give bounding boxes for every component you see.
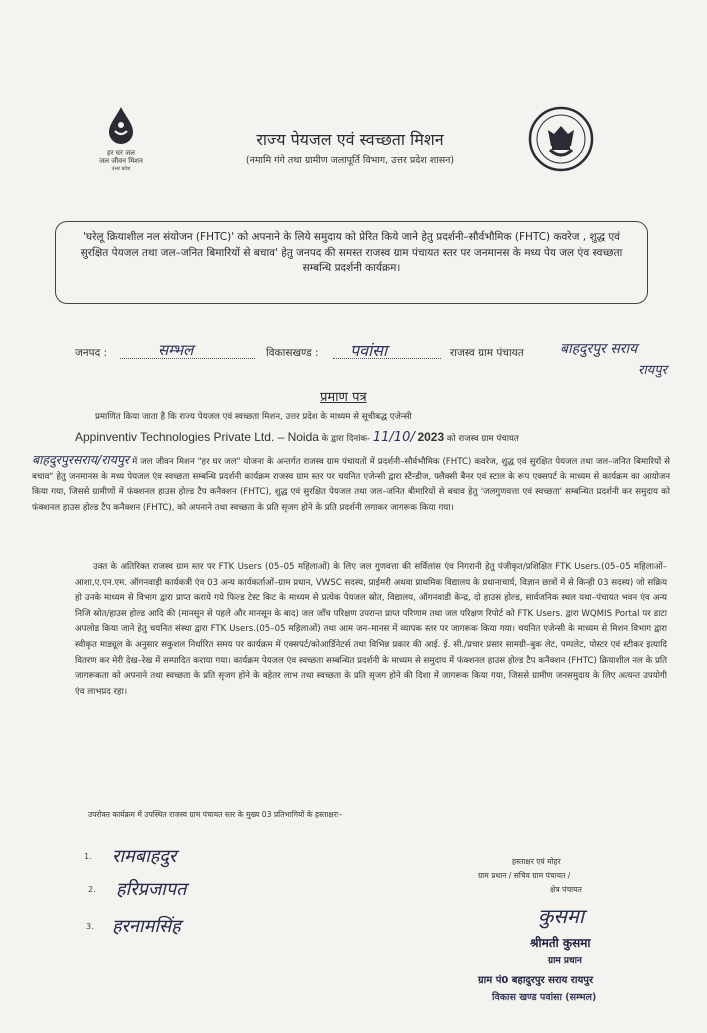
stamp-designation: ग्राम प्रधान (548, 956, 582, 966)
date-prefix: के द्वारा दिनांक- (321, 434, 371, 444)
gram-panchayat-label: राजस्व ग्राम पंचायत (450, 347, 524, 359)
logo-text-1: हर घर जल (107, 149, 135, 157)
janpad-label: जनपद : (75, 347, 108, 359)
program-description-text: 'घरेलू क्रियाशील नल संयोजन (FHTC)' को अपनाने के लिये समुदाय को प्रेरित किये जाने हेतु प्रदर्शनी–सौर्वभौमिक (FHTC) कवरेज , शुद्ध एवं सुरक्षित पेयजल तथा जल–जनित बिमारियों से बचाव' हेतु जनपद की समस्त राजस्व ग्राम पंचायत स्तर पर जनमानस के मध्य पेय जल एंव स्वच्छता सम्बन्धि प्रदर्शनी कार्यक्रम। (80, 231, 623, 274)
participants-note: उपरोक्त कार्यक्रम में उपस्थित राजस्व ग्राम पंचायत स्तर के मुख्य 03 प्रतिभागियों के हस्ताक्षरः– (88, 810, 343, 819)
logo-text-2: जल जीवन मिशन (99, 157, 143, 165)
company-line (75, 430, 675, 447)
certificate-line-1: प्रमाणित किया जाता है कि राज्य पेयजल एवं स्वच्छता मिशन, उत्तर प्रदेश के माध्यम से सूचीबद्ध एजेन्सी (95, 412, 412, 422)
stamp-block: विकास खण्ड पवांसा (सम्भल) (492, 992, 597, 1003)
participant-signature-3: हरनामसिंह (112, 916, 181, 937)
agency-name: Appinventiv Technologies Private Ltd. – Noida (75, 430, 319, 444)
logo-text-3: उत्तर प्रदेश (111, 166, 131, 172)
vikaskhand-label: विकासखण्ड : (266, 347, 319, 359)
pradhan-signature: कुसमा (538, 904, 585, 928)
water-drop-icon (104, 105, 138, 145)
participant-number-2: 2. (88, 885, 96, 894)
participant-signature-1: रामबाहदुर (112, 846, 177, 867)
page-subtitle: (नमामि गंगे तथा ग्रामीण जलापूर्ति विभाग, उत्तर प्रदेश शासन) (245, 155, 455, 166)
signatory-label-2: ग्राम प्रधान / सचिव ग्राम पंचायत / (478, 871, 571, 880)
page-title: राज्य पेयजल एवं स्वच्छता मिशन (256, 130, 444, 149)
certificate-paragraph-1 (32, 452, 670, 516)
participant-number-1: 1. (84, 852, 92, 861)
gram-panchayat-value-2: रायपुर (638, 363, 667, 378)
janpad-value: सम्भल (158, 341, 194, 359)
participant-number-3: 3. (86, 922, 94, 931)
participant-signature-2: हरिप्रजापत (116, 879, 187, 900)
date-handwritten: 11/10/ (372, 430, 415, 445)
date-suffix: को राजस्व ग्राम पंचायत (446, 434, 519, 444)
certificate-paragraph-1-text: में जल जीवन मिशन "हर घर जल" योजना के अन्तर्गत राजस्व ग्राम पंचायतों में प्रदर्शनी–सौर्वभौमिक (FHTC) कवरेज, शुद्ध एवं सुरक्षित पेयजल तथा जल–जनित बिमारियों से बचाव" हेतु जनमानस के मध्य पेयजल एंव स्वच्छता सम्बन्धि प्रदर्शनी कार्यक्रम राजस्व ग्राम स्तर पर चयनित एजेन्सी द्वारा स्टैन्डीज, फ्लैक्सी बैनर एवं स्टाल के रूप एक्सपर्ट के माध्यम से कार्यक्रम का आयोजन किया गया, जिससे ग्रामीणों में फंक्शनल हाउस होल्ड टैप कनैक्शन (FHTC), शुद्ध एवं सुरक्षित पेयजल तथा जल–जनित बीमारियों से बचाव हेतु 'जलगुणवत्ता एवं स्वच्छता' सम्बन्धित प्रदर्शनी कर समुदाय को फंक्शनल हाउस होल्ड टैप कनैक्शन (FHTC), को अपनाने तथा स्वच्छता के प्रति सृजग होने के प्रति प्रदर्शनी लगाकर जागरूक किया गया। (32, 457, 670, 513)
certificate-paragraph-2: उक्त के अतिरिक्त राजस्व ग्राम स्तर पर FTK Users (05–05 महिलाओं) के लिए जल गुणवत्ता की सर्विलांस एंव निगरानी हेतु पंजीकृत/प्रशिक्षित FTK Users.(05–05 महिलाओं–आशा,ए.एन.एम. ऑगनवाड़ी कार्यकत्री एंव 03 अन्य कार्यकर्ताओं–ग्राम प्रधान, VWSC सदस्य, प्राईमरी अथवा प्राथमिक विद्यालय के प्रधानाचार्य, विज्ञान छात्रों में से किन्ही 03 सदस्य) जो सक्रिय हो उनके माध्यम से विभाग द्वारा प्राप्त कराये गये फिल्ड टेस्ट किट के माध्यम से प्रत्येक पेयजल स्रोत, विद्यालय, ऑगनवाडी केन्द्र, दो हाउस होल्ड, सार्वजनिक स्थल यथा–पंचायत भवन एंव अन्य निजि स्रोत/हाउस होल्ड आदि की (मानसून से पहले और मानसून के बाद) जल जाँच परिक्षण उपरान्त प्राप्त परिणाम तथा जल परिक्षण रिपोर्ट को FTK Users. द्वारा WQMIS Portal पर डाटा अपलोड किया जाने हेतु चयनित संस्था द्वारा FTK Users.(05–05 महिलाओं) तथा आम जन–मानस में व्यापक स्तर पर जागरूक किया गया। चयनित एजेन्सी के माध्यम से मिशन विभाग द्वारा स्वीकृत माड्यूल के अनुसार सकुशल निर्धारित समय पर कार्यक्रम में एक्सपर्ट/कोआर्डिनेटर्स तथा विभिन्न प्रकार की आई. ई. सी./प्रचार प्रसार सामग्री–बुक लेट, पम्पलेट, पोस्टर एवं स्टीकर इत्यादि वितरण कर मेरी देख–रेख में सम्पादित कराया गया। कार्यक्रम पेयजल एंव स्वच्छता सम्बन्धित प्रदर्शनी के माध्यम से समुदाय में फंक्शनल हाउस होल्ड टैप कनैक्शन (FHTC) क्रियाशील नल के प्रति जागरूकता को अपनाने तथा स्वच्छता के प्रति सृजग होने के बहेतर लाभ तथा स्वच्छता के प्रति सृजग होने की दिशा में जागरूक किया गया, जिससे ग्रामीण जनसमुदाय के लिए अत्यन्त उपयोगी एंव लाभप्रद रहा। (75, 562, 667, 697)
gram-panchayat-value-1: बाहदुरपुर सराय (560, 341, 638, 357)
up-government-seal-icon (528, 106, 594, 172)
vikaskhand-value: पवांसा (350, 341, 388, 360)
date-year: 2023 (417, 430, 445, 444)
jal-jeevan-mission-logo (86, 105, 156, 173)
program-description-box (55, 221, 648, 304)
signatory-label-3: क्षेत्र पंचायत (550, 885, 582, 894)
certificate-heading: प्रमाण पत्र (320, 390, 367, 405)
stamp-gram-panchayat: ग्राम पं0 बहादुरपुर सराय रायपुर (478, 975, 594, 986)
signatory-label-1: हस्ताक्षर एवं मोहर (512, 857, 561, 866)
stamp-name: श्रीमती कुसमा (530, 936, 591, 950)
gram-panchayat-handwritten: बाहदुरपुरसराय/रायपुर (32, 452, 130, 467)
